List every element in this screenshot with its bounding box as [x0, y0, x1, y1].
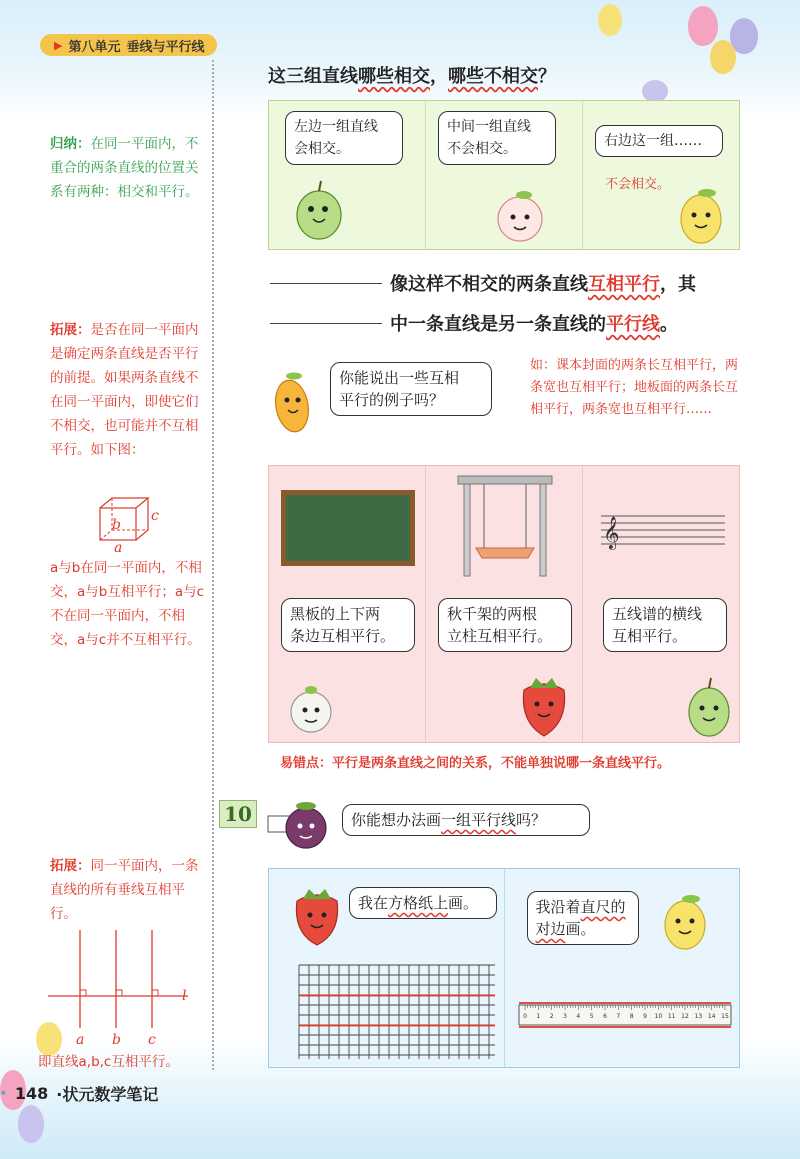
grid-bubble-wavy: 方格纸上 [388, 894, 449, 912]
extension-conclusion-1: a与b在同一平面内，不相交，a与b互相平行；a与c不在同一平面内，不相交，a与c并不互相平行。 [50, 560, 205, 648]
swing-example [426, 466, 583, 742]
blackboard-bubble [281, 598, 415, 652]
line-label-c: c [148, 1032, 156, 1048]
grid-paper [299, 965, 495, 1059]
example-question-line2: 平行的例子吗？ [339, 391, 445, 409]
ruler-bubble [527, 891, 639, 945]
bubble-middle-line1: 中间一组直线 [447, 119, 531, 135]
example-answer: 如：课本封面的两条长互相平行，两条宽也互相平行；地板面的两条长互相平行，两条宽也互相平行…… [530, 358, 739, 417]
ruler-tick-label: 0 [522, 1013, 527, 1020]
definition-line-1 [390, 270, 696, 296]
ruler-tick-label: 7 [615, 1013, 620, 1020]
definition-part-e: ，其 [660, 274, 696, 295]
definition-part-b: 不相交 [444, 274, 498, 295]
ruler-tick-label: 13 [694, 1013, 702, 1020]
balloon-decoration [642, 80, 668, 102]
swing-image [458, 476, 552, 576]
grid-paper-bubble [349, 887, 497, 919]
common-mistake-tip: 易错点：平行是两条直线之间的关系，不能单独说哪一条直线平行。 [280, 756, 671, 771]
example-question-bubble [330, 362, 492, 416]
ruler-tick-label: 8 [629, 1013, 634, 1020]
line-label-b: b [112, 1032, 121, 1048]
bubble-left-line2: 会相交。 [294, 141, 350, 157]
extension-note-2 [50, 854, 210, 926]
ruler-tick-label: 6 [602, 1013, 607, 1020]
summary-text: 在同一平面内，不重合的两条直线的位置关系有两种：相交和平行。 [50, 136, 199, 200]
exercise-question-after: 吗？ [516, 811, 547, 829]
question-wavy-1: 哪些相交 [358, 66, 430, 87]
line-groups-panel [268, 100, 740, 250]
swing-line2: 立柱互相平行。 [447, 627, 553, 645]
line-label-l: l [182, 988, 187, 1004]
ruler-tick-label: 14 [707, 1013, 715, 1020]
definition-part-g: 。 [660, 314, 678, 335]
extension-label-1: 拓展： [50, 322, 91, 338]
definition-keyword-2: 平行线 [606, 314, 660, 335]
cube-label-a: a [114, 540, 123, 556]
triangle-icon: ▶ [54, 38, 63, 52]
unit-label: 第八单元 [68, 39, 121, 55]
line-group-right [583, 101, 739, 249]
speech-bubble-left [285, 111, 403, 165]
answer-blank-line-1 [270, 283, 382, 284]
unit-header [40, 34, 217, 56]
topic-label: 垂线与平行线 [126, 39, 205, 55]
question-before: 这三组直线 [268, 66, 358, 87]
ruler-tick-label: 15 [720, 1013, 729, 1020]
ruler-tick-label: 4 [575, 1013, 580, 1020]
bubble-left-line1: 左边一组直线 [294, 119, 378, 135]
balloon-decoration [710, 40, 736, 74]
line-label-a: a [76, 1032, 85, 1048]
extension-conclusion-2: 即直线a,b,c互相平行。 [38, 1054, 179, 1070]
cube-label-b: b [112, 517, 121, 533]
blackboard-line1: 黑板的上下两 [290, 605, 381, 623]
parallel-examples-panel [268, 465, 740, 743]
summary-note [50, 132, 210, 204]
swing-bubble [438, 598, 572, 652]
grid-bubble-before: 我在 [358, 894, 389, 912]
grid-paper-method [269, 869, 505, 1067]
balloon-decoration [598, 4, 622, 36]
line-group-middle [426, 101, 583, 249]
definition-part-a: 像这样 [390, 274, 444, 295]
blackboard-image [281, 490, 415, 566]
definition-line-2 [390, 310, 678, 336]
mango-character [270, 364, 320, 444]
bubble-middle-line2: 不会相交。 [447, 141, 517, 157]
exercise-number: 10 [219, 800, 257, 828]
ruler-tick-label: 5 [589, 1013, 594, 1020]
page-number: 148 [14, 1084, 49, 1103]
ruler-tick-label: 9 [642, 1013, 647, 1020]
garlic-character [283, 682, 339, 738]
ruler [519, 999, 731, 1035]
lemon-character-2 [653, 885, 717, 955]
definition-part-f: 中一条直线是另一条直线的 [390, 314, 606, 335]
book-title: ·状元数学笔记 [56, 1085, 159, 1104]
speech-bubble-right [595, 125, 723, 157]
cube-label-c: c [151, 508, 159, 524]
perpendicular-lines-diagram [48, 930, 208, 1048]
exercise-question-bubble [342, 804, 590, 836]
staff-line2: 互相平行。 [612, 627, 688, 645]
staff-line1: 五线谱的横线 [612, 605, 703, 623]
extension-note-1 [50, 318, 210, 462]
strawberry-character-2 [287, 883, 347, 949]
strawberry-character [514, 672, 574, 740]
grid-bubble-after: 画。 [448, 894, 479, 912]
balloon-decoration [688, 6, 718, 46]
ruler-tick-label: 11 [667, 1013, 675, 1020]
ruler-bubble-after: 画。 [565, 920, 596, 938]
definition-part-c: 的两条直线 [498, 274, 588, 295]
blackboard-example [269, 466, 426, 742]
bubble-right-line1: 右边这一组…… [604, 133, 702, 149]
extension-text-2: 同一平面内，一条直线的所有垂线互相平行。 [50, 858, 199, 922]
pear-character [289, 173, 349, 245]
question-wavy-2: 哪些不相交 [448, 66, 538, 87]
summary-label: 归纳： [50, 136, 91, 152]
ruler-method [505, 869, 740, 1067]
question-mid: ， [430, 66, 448, 87]
pear-character-2 [681, 670, 737, 740]
ruler-tick-label: 10 [654, 1013, 662, 1020]
drawing-methods-panel [268, 868, 740, 1068]
ruler-tick-label: 3 [562, 1013, 567, 1020]
red-answer: 不会相交。 [605, 177, 671, 192]
staff-bubble [603, 598, 727, 652]
answer-blank-line-2 [270, 323, 382, 324]
question-title [268, 62, 556, 88]
balloon-decoration [18, 1105, 44, 1143]
question-after: ？ [538, 66, 556, 87]
lemon-character [671, 179, 731, 249]
swing-line1: 秋千架的两根 [447, 605, 538, 623]
example-question-line1: 你能说出一些互相 [339, 369, 460, 387]
column-divider [212, 60, 214, 1070]
line-group-left [269, 101, 426, 249]
exercise-question-before: 你能想办法画 [351, 811, 442, 829]
footer-dot-icon: · [0, 1083, 7, 1104]
definition-keyword: 互相平行 [588, 274, 660, 295]
ruler-bubble-wavy: 直尺的对边 [535, 898, 626, 938]
speech-bubble-middle [438, 111, 556, 165]
ruler-tick-label: 1 [535, 1013, 540, 1020]
music-staff-image [601, 512, 725, 548]
svg-text:𝄞: 𝄞 [603, 516, 620, 549]
ruler-tick-label: 2 [549, 1013, 554, 1020]
ruler-tick-label: 12 [680, 1013, 689, 1020]
cube-diagram [96, 494, 166, 554]
staff-example [583, 466, 739, 742]
peach-character [490, 187, 550, 247]
extension-text-1: 是否在同一平面内是确定两条直线是否平行的前提。如果两条直线不在同一平面内，即使它们不相交，也可能并不互相平行。如下图： [50, 322, 199, 458]
page-footer [0, 1082, 158, 1105]
mangosteen-character [268, 792, 334, 856]
exercise-question-wavy: 一组平行线 [441, 811, 517, 829]
blackboard-line2: 条边互相平行。 [290, 627, 396, 645]
extension-label-2: 拓展： [50, 858, 91, 874]
ruler-bubble-before: 我沿着 [535, 898, 581, 916]
